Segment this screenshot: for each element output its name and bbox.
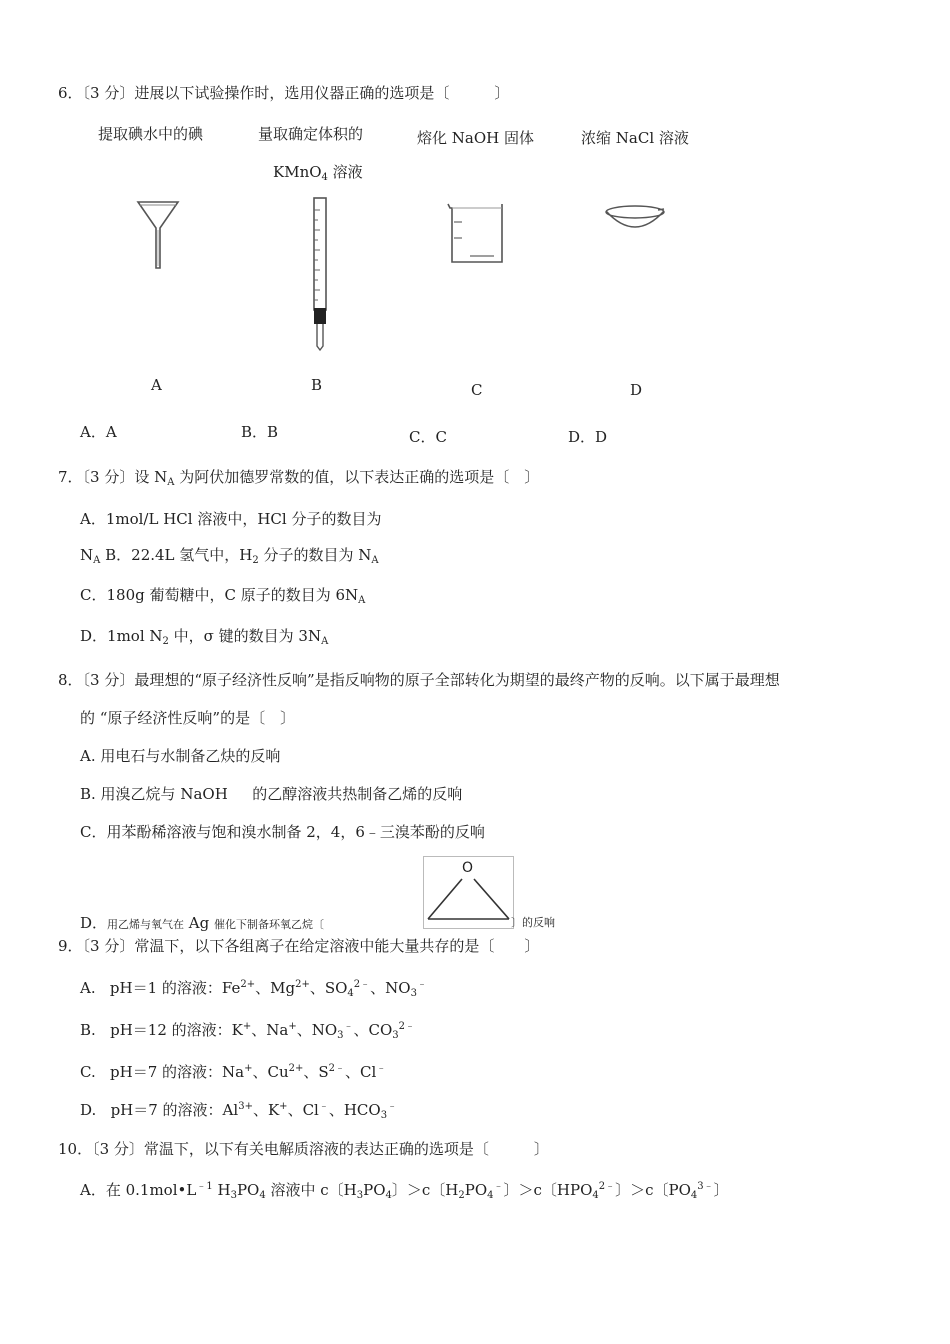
q8-stem-line1: 8．〔3 分〕最理想的“原子经济性反响”是指反响物的原子全部转化为期望的最终产物的反响。以下属于最理想 <box>58 671 780 689</box>
q9-stem: 9．〔3 分〕常温下，以下各组离子在给定溶液中能大量共存的是〔 〕 <box>58 937 540 955</box>
q6-letter-d: D <box>630 381 643 399</box>
q6-option-c[interactable]: C．C <box>409 428 447 446</box>
q9-option-b[interactable]: B. pH＝12 的溶液：K+、Na+、$NO_3^﹣$、$CO_3^{2﹣}$ <box>80 1021 416 1041</box>
q8-stem-line2: 的 “原子经济性反响”的是〔 〕 <box>80 709 296 727</box>
q6-label-b-line2: KMnO$_4$ 溶液 <box>273 163 363 183</box>
q6-label-a: 提取碘水中的碘 <box>98 125 204 143</box>
q10-option-a[interactable]: A．在 $0.1mol•L^{﹣1}$ $H_3PO_4$ 溶液中 c〔$H_3PO_4$〕＞c〔$H_2PO_4^﹣$〕＞c〔$HPO_4^{2﹣}$〕＞c〔$PO_4^{3﹣}$〕 <box>80 1181 729 1201</box>
q7-option-c[interactable]: C．180g 葡萄糖中，C 原子的数目为 $6N_A$ <box>80 586 366 606</box>
q6-stem: 6．〔3 分〕进展以下试验操作时，选用仪器正确的选项是〔 〕 <box>58 84 510 102</box>
q6-label-c: 熔化 NaOH 固体 <box>417 129 534 147</box>
q7-option-d[interactable]: D．1mol $N_2$ 中，σ 键的数目为 $3N_A$ <box>80 627 329 647</box>
beaker-icon <box>444 200 506 268</box>
epoxide-structure <box>423 856 514 929</box>
q9-option-a[interactable]: A. pH＝1 的溶液：$Fe^{2+}$、$Mg^{2+}$、$SO_4^{2﹣}$、$NO_3^﹣$ <box>80 979 427 999</box>
q6-letter-a: A <box>151 376 162 394</box>
q9-option-c[interactable]: C. pH＝7 的溶液：Na+、$Cu^{2+}$、$S^{2﹣}$、Cl﹣ <box>80 1063 387 1081</box>
q10-stem: 10．〔3 分〕常温下，以下有关电解质溶液的表达正确的选项是〔 〕 <box>58 1140 549 1158</box>
q8-option-d[interactable]: D．用乙烯与氧气在 Ag 催化下制备环氧乙烷〔 <box>80 914 325 932</box>
q7-option-a[interactable]: A．1mol/L HCl 溶液中，HCl 分子的数目为 <box>80 510 382 528</box>
q6-letter-c: C <box>471 381 483 399</box>
q8-option-a[interactable]: A. 用电石与水制备乙炔的反响 <box>80 747 281 765</box>
q6-letter-b: B <box>311 376 323 394</box>
q7-option-b[interactable]: $N_A$ B．22.4L 氢气中，$H_2$ 分子的数目为 $N_A$ <box>80 546 379 566</box>
q6-label-d: 浓缩 NaCl 溶液 <box>581 129 689 147</box>
funnel-icon <box>134 196 182 272</box>
burette-icon <box>308 194 332 354</box>
q6-option-a[interactable]: A．A <box>80 423 117 441</box>
epoxide-oxygen: O <box>462 860 474 876</box>
q9-option-d[interactable]: D. pH＝7 的溶液：$Al^{3+}$、K+、Cl﹣、$HCO_3^﹣$ <box>80 1101 398 1121</box>
q6-option-d[interactable]: D．D <box>568 428 608 446</box>
q6-label-b-line1: 量取确定体积的 <box>258 125 364 143</box>
q7-stem: 7．〔3 分〕设 $N_A$ 为阿伏加德罗常数的值，以下表达正确的选项是〔 〕 <box>58 468 540 488</box>
q8-option-b[interactable]: B. 用溴乙烷与 NaOH 的乙醇溶液共热制备乙烯的反响 <box>80 785 463 803</box>
q6-option-b[interactable]: B．B <box>241 423 279 441</box>
q8-option-d-tail: 〕的反响 <box>511 916 555 929</box>
q8-option-c[interactable]: C．用苯酚稀溶液与饱和溴水制备 2，4，6﹣三溴苯酚的反响 <box>80 823 485 841</box>
evaporating-dish-icon <box>602 201 668 237</box>
